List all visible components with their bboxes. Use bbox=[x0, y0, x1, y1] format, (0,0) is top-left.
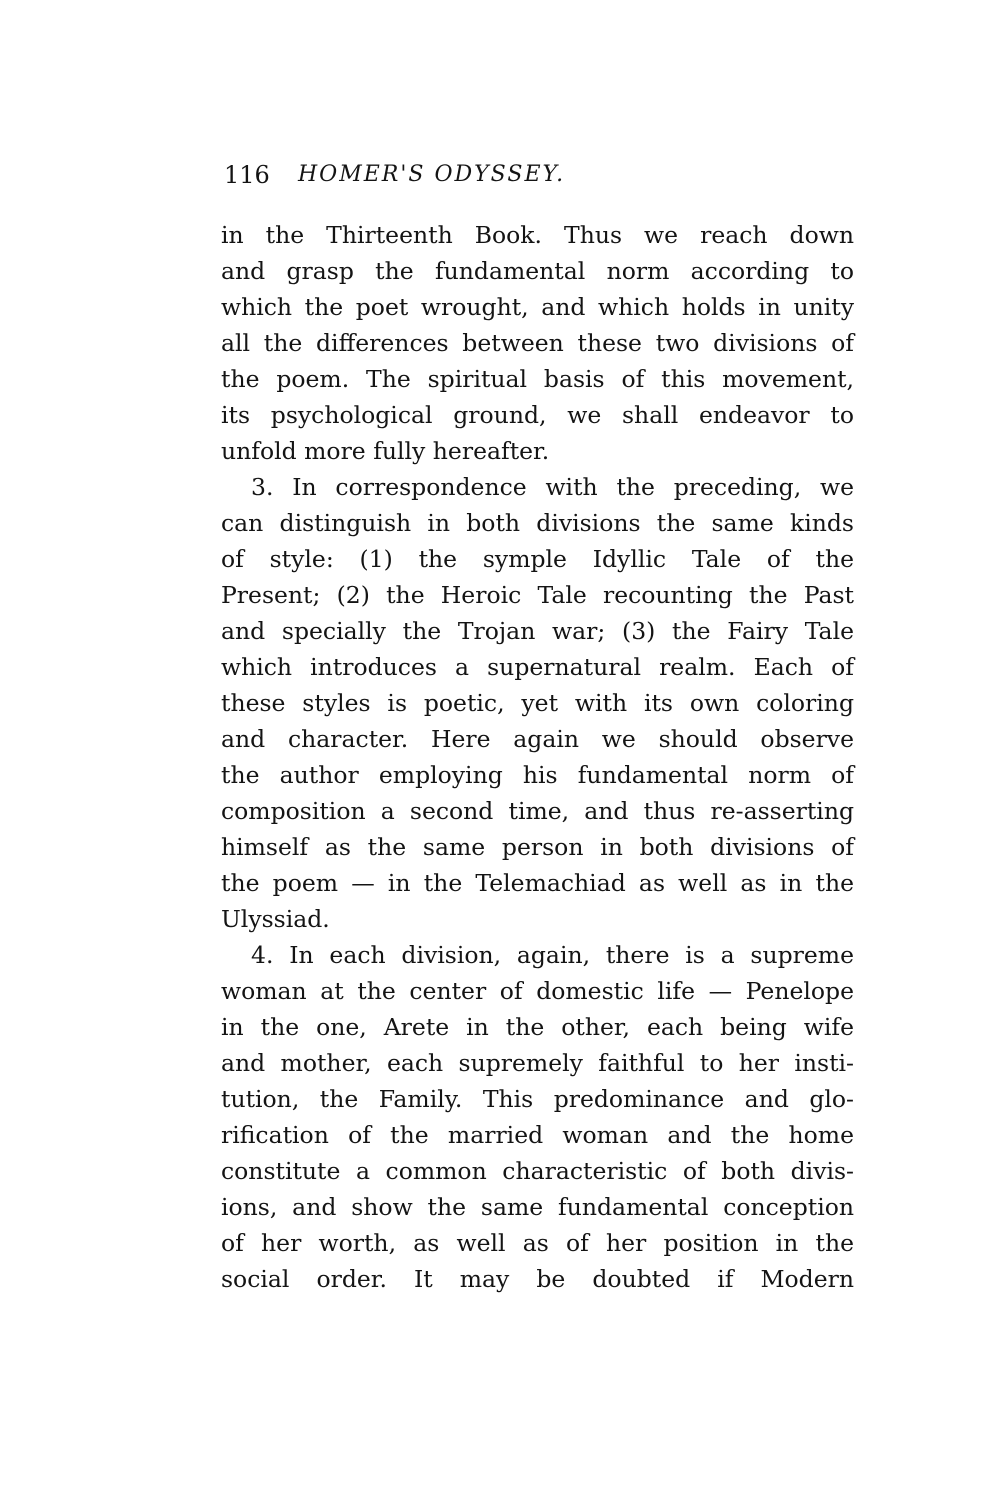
text-line: the poem — in the Telemachiad as well as in the bbox=[221, 869, 854, 897]
text-line: all the differences between these two divisions of bbox=[221, 329, 854, 357]
running-head bbox=[224, 159, 854, 191]
text-line: woman at the center of domestic life — Penelope bbox=[221, 977, 854, 1005]
text-line: ions, and show the same fundamental conception bbox=[221, 1193, 854, 1221]
text-line: and specially the Trojan war; (3) the Fairy Tale bbox=[221, 617, 854, 645]
text-line: and character. Here again we should observe bbox=[221, 725, 854, 753]
paragraph-start-line: 3. In correspondence with the preceding, we bbox=[251, 473, 854, 501]
text-line: the author employing his fundamental norm of bbox=[221, 761, 854, 789]
text-line: composition a second time, and thus re-asserting bbox=[221, 797, 854, 825]
text-line: can distinguish in both divisions the same kinds bbox=[221, 509, 854, 537]
body-text bbox=[221, 217, 854, 1297]
text-line: Present; (2) the Heroic Tale recounting the Past bbox=[221, 581, 854, 609]
text-line: these styles is poetic, yet with its own coloring bbox=[221, 689, 854, 717]
text-line: of style: (1) the symple Idyllic Tale of the bbox=[221, 545, 854, 573]
page-number: 116 bbox=[224, 161, 270, 189]
text-line: in the one, Arete in the other, each being wife bbox=[221, 1013, 854, 1041]
running-title: HOMER'S ODYSSEY. bbox=[298, 162, 566, 187]
text-line: of her worth, as well as of her position in the bbox=[221, 1229, 854, 1257]
text-line: himself as the same person in both divisions of bbox=[221, 833, 854, 861]
text-line: social order. It may be doubted if Modern bbox=[221, 1265, 854, 1293]
text-line: which the poet wrought, and which holds in unity bbox=[221, 293, 854, 321]
paragraph-start-line: 4. In each division, again, there is a supreme bbox=[251, 941, 854, 969]
text-line: the poem. The spiritual basis of this movement, bbox=[221, 365, 854, 393]
text-line: tution, the Family. This predominance and glo- bbox=[221, 1085, 854, 1113]
text-line: in the Thirteenth Book. Thus we reach down bbox=[221, 221, 854, 249]
text-line: unfold more fully hereafter. bbox=[221, 437, 550, 465]
text-line: Ulyssiad. bbox=[221, 905, 330, 933]
text-line: its psychological ground, we shall endeavor to bbox=[221, 401, 854, 429]
text-line: rification of the married woman and the home bbox=[221, 1121, 854, 1149]
text-line: and grasp the fundamental norm according to bbox=[221, 257, 854, 285]
text-line: and mother, each supremely faithful to her insti- bbox=[221, 1049, 854, 1077]
text-line: constitute a common characteristic of both divis- bbox=[221, 1157, 854, 1185]
text-line: which introduces a supernatural realm. Each of bbox=[221, 653, 854, 681]
